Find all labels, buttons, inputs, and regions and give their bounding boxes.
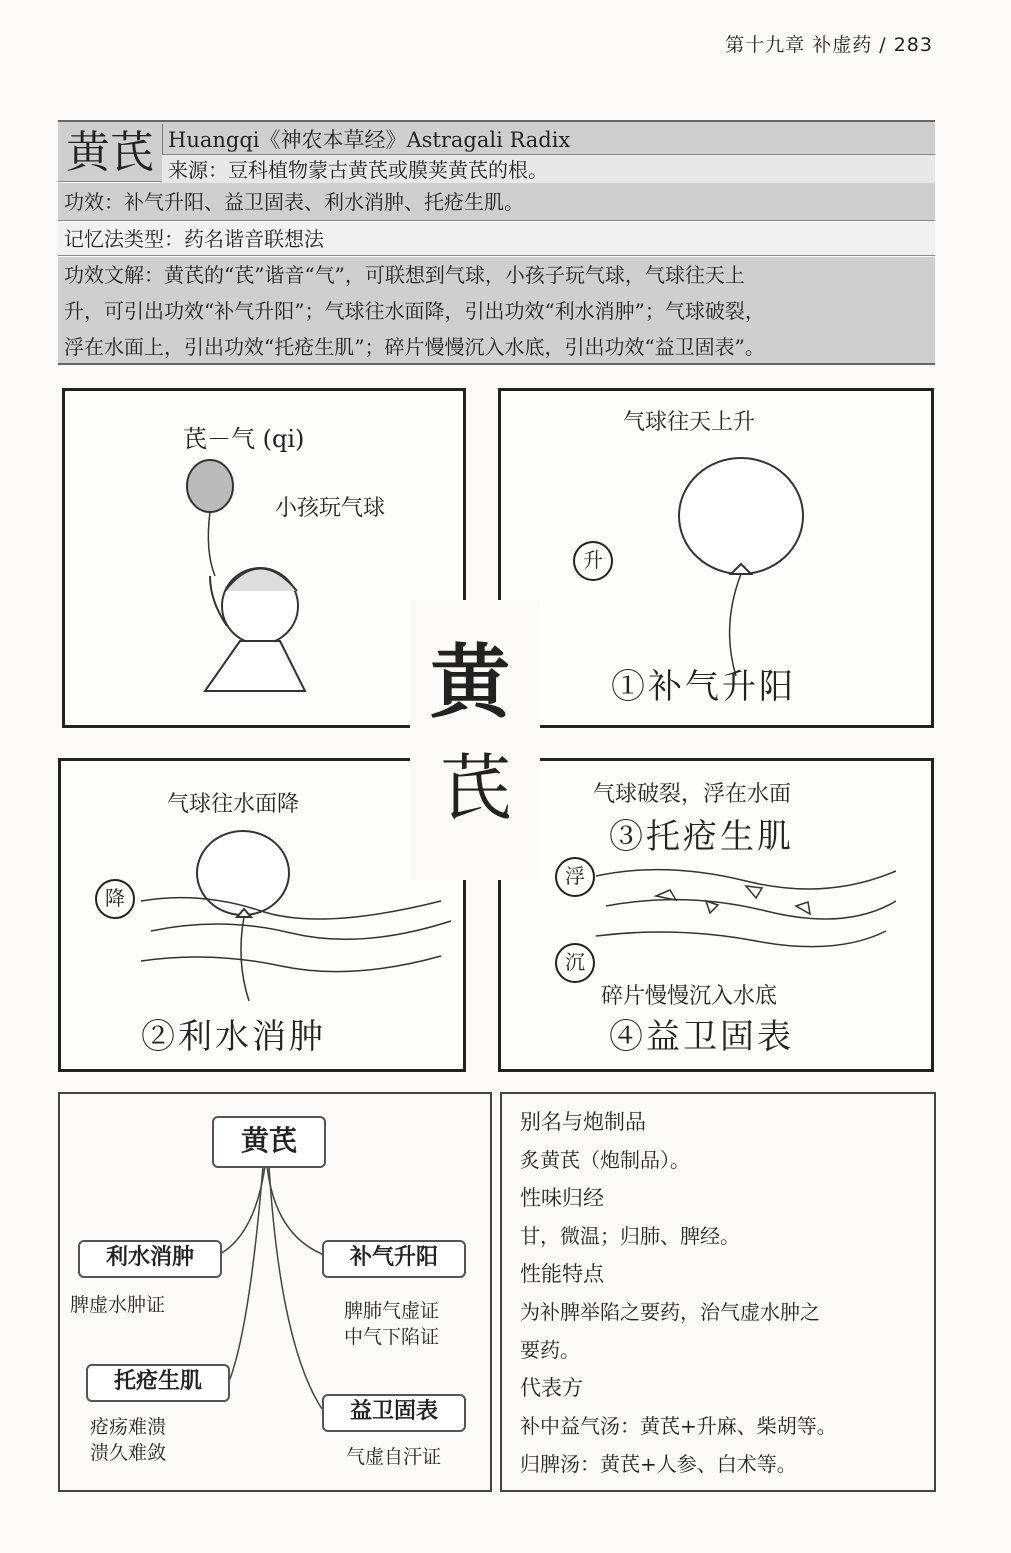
effect-label-4: ④益卫固表: [609, 1017, 794, 1057]
rising-balloon-illustration: [661, 446, 821, 686]
burst-caption: 气球破裂，浮在水面: [593, 782, 792, 807]
mind-map: [58, 1092, 492, 1492]
effect-explanation: [58, 257, 935, 365]
branch-item: 溃久难敛: [90, 1442, 167, 1464]
branch-label: 托疮生肌: [86, 1364, 230, 1402]
herb-details: [500, 1092, 936, 1492]
branch-label: 补气升阳: [322, 1240, 466, 1278]
center-title-char-1: 黄: [430, 636, 510, 729]
descend-badge: 降: [95, 879, 135, 919]
branch-item: 脾虚水肿证: [70, 1294, 166, 1316]
rise-badge: 升: [573, 541, 613, 581]
branch-item: 中气下陷证: [344, 1326, 440, 1348]
sink-caption: 碎片慢慢沉入水底: [601, 984, 778, 1009]
effect-label-3: ③托疮生肌: [609, 817, 794, 857]
comic-panel-1: [62, 388, 466, 728]
center-title-char-2: 芪: [440, 746, 513, 830]
explanation-line: 浮在水面上，引出功效“托疮生肌”；碎片慢慢沉入水底，引出功效“益卫固表”。: [64, 335, 765, 359]
sink-badge: 沉: [555, 943, 595, 983]
feature-text: 为补脾举陷之要药，治气虚水肿之: [520, 1300, 820, 1324]
mind-map-root: 黄芪: [212, 1116, 326, 1168]
child-caption: 小孩玩气球: [275, 496, 386, 521]
descend-caption: 气球往水面降: [167, 792, 300, 817]
comic-panel-2: [498, 388, 934, 728]
branch-item: 气虚自汗证: [346, 1446, 442, 1468]
explanation-line: 升，可引出功效“补气升阳”；气球往水面降，引出功效“利水消肿”；气球破裂，: [64, 299, 765, 323]
fragments-on-water-illustration: [596, 856, 896, 966]
running-header: 第十九章 补虚药 / 283: [725, 34, 933, 56]
float-badge: 浮: [555, 857, 595, 897]
effect-label-2: ②利水消肿: [141, 1017, 326, 1057]
alias-heading: 别名与炮制品: [520, 1110, 646, 1134]
effect-label-1: ①补气升阳: [611, 667, 796, 707]
branch-item: 疮疡难溃: [90, 1416, 167, 1438]
herb-name: 黄芪: [58, 124, 163, 182]
explanation-line: 功效文解：黄芪的“芪”谐音“气”，可联想到气球，小孩子玩气球，气球往天上: [64, 263, 745, 287]
formula-item: 归脾汤：黄芪+人参、白术等。: [520, 1452, 797, 1476]
formula-heading: 代表方: [520, 1376, 583, 1400]
taste-heading: 性味归经: [520, 1186, 604, 1210]
herb-effects: 功效：补气升阳、益卫固表、利水消肿、托疮生肌。: [58, 183, 935, 221]
memory-type: 记忆法类型：药名谐音联想法: [58, 222, 935, 256]
herb-source: 来源：豆科植物蒙古黄芪或膜荚黄芪的根。: [162, 154, 935, 184]
branch-label: 益卫固表: [322, 1394, 466, 1432]
alias-text: 炙黄芪（炮制品）。: [520, 1148, 690, 1172]
herb-name-row: [58, 120, 935, 182]
child-with-balloon-illustration: [165, 451, 365, 701]
taste-text: 甘，微温；归肺、脾经。: [520, 1224, 740, 1248]
rise-caption: 气球往天上升: [623, 410, 756, 435]
herb-latin-line: Huangqi《神农本草经》Astragali Radix: [168, 128, 571, 152]
pun-caption: 芪－气 (qi): [183, 425, 305, 453]
formula-item: 补中益气汤：黄芪+升麻、柴胡等。: [520, 1414, 837, 1438]
branch-label: 利水消肿: [78, 1240, 222, 1278]
comic-panel-4: [498, 758, 934, 1072]
feature-heading: 性能特点: [520, 1262, 604, 1286]
comic-panel-3: [58, 758, 466, 1072]
branch-item: 脾肺气虚证: [344, 1300, 440, 1322]
feature-text: 要药。: [520, 1338, 580, 1362]
